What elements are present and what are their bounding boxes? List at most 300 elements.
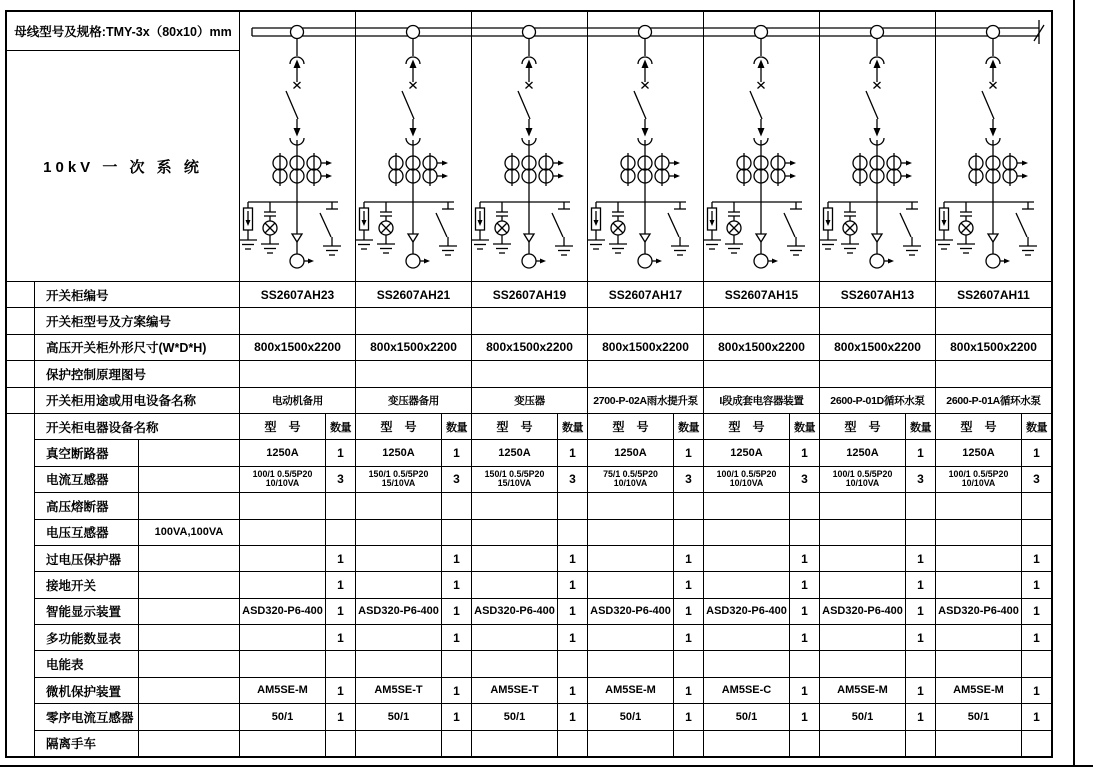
live-indicator-icon xyxy=(493,202,511,253)
info-value xyxy=(472,361,587,386)
device-qty: 1 xyxy=(442,440,471,465)
device-qty xyxy=(1022,493,1051,518)
info-value: 800x1500x2200 xyxy=(472,335,587,360)
device-qty: 3 xyxy=(558,467,587,492)
device-model xyxy=(356,493,441,518)
device-model xyxy=(936,731,1021,756)
device-model xyxy=(472,467,557,492)
info-value xyxy=(356,308,471,333)
device-qty: 1 xyxy=(1022,704,1051,729)
device-model-line1: 50/1 xyxy=(387,710,410,723)
device-model xyxy=(588,520,673,545)
device-label: 电压互感器 xyxy=(35,520,138,545)
earthing-switch-icon xyxy=(784,202,805,255)
earthing-switch-icon xyxy=(320,202,341,255)
device-model xyxy=(588,440,673,465)
device-model xyxy=(356,704,441,729)
device-spec xyxy=(139,467,239,492)
device-qty: 1 xyxy=(442,572,471,597)
device-model xyxy=(936,572,1021,597)
current-transformer-icon xyxy=(505,153,564,186)
device-model xyxy=(472,599,557,624)
info-value: 800x1500x2200 xyxy=(820,335,935,360)
cable-out-icon xyxy=(870,202,894,268)
info-value: SS2607AH23 xyxy=(240,282,355,307)
device-model-line2: 15/10VA xyxy=(497,478,532,489)
device-model xyxy=(356,651,441,676)
device-model xyxy=(704,625,789,650)
live-indicator-icon xyxy=(377,202,395,253)
info-value xyxy=(240,308,355,333)
device-model xyxy=(356,467,441,492)
branch-line xyxy=(712,186,802,202)
circuit-breaker-icon xyxy=(866,82,881,124)
device-model xyxy=(472,678,557,703)
device-model xyxy=(820,520,905,545)
info-value xyxy=(936,361,1051,386)
device-qty: 3 xyxy=(674,467,703,492)
device-model xyxy=(356,572,441,597)
device-qty: 1 xyxy=(906,625,935,650)
device-model-line1: AM5SE-M xyxy=(837,684,888,697)
info-value xyxy=(704,361,819,386)
device-model xyxy=(356,440,441,465)
live-indicator-icon xyxy=(957,202,975,253)
device-model xyxy=(820,599,905,624)
device-model-line1: 1250A xyxy=(382,446,415,459)
device-model xyxy=(356,546,441,571)
device-model-line1: 50/1 xyxy=(735,710,758,723)
device-model-line1: 150/1 0.5/5P20 xyxy=(368,468,429,479)
device-qty xyxy=(906,493,935,518)
model-header: 型 号 xyxy=(356,414,441,439)
cabinet-schematic xyxy=(820,12,935,281)
device-label: 高压熔断器 xyxy=(35,493,138,518)
device-qty: 1 xyxy=(442,625,471,650)
device-qty: 1 xyxy=(558,704,587,729)
current-transformer-icon xyxy=(737,153,796,186)
device-model xyxy=(588,546,673,571)
info-value: 电动机备用 xyxy=(240,388,355,413)
device-qty: 1 xyxy=(674,572,703,597)
current-transformer-icon xyxy=(273,153,332,186)
device-spec xyxy=(139,704,239,729)
sheet-border-right xyxy=(1073,0,1075,766)
drawout-contact-upper-icon xyxy=(406,39,420,83)
info-value xyxy=(936,308,1051,333)
row-index-cell xyxy=(7,308,34,333)
device-model-line2: 10/10VA xyxy=(265,478,300,489)
device-model-line1: 75/1 0.5/5P20 xyxy=(603,468,658,479)
device-model-line1: AM5SE-T xyxy=(490,684,539,697)
row-label: 开关柜型号及方案编号 xyxy=(35,308,239,333)
device-model xyxy=(472,572,557,597)
device-qty xyxy=(558,731,587,756)
branch-line xyxy=(944,186,1034,202)
cable-out-icon xyxy=(290,202,314,268)
device-model xyxy=(820,467,905,492)
device-model xyxy=(240,440,325,465)
device-qty xyxy=(674,493,703,518)
model-header: 型 号 xyxy=(240,414,325,439)
drawout-contact-upper-icon xyxy=(522,39,536,83)
device-model-line1: ASD320-P6-400 xyxy=(242,605,323,618)
cabinet-schematic-cell-3 xyxy=(472,12,587,281)
device-spec: 100VA,100VA xyxy=(139,520,239,545)
device-model-line1: AM5SE-M xyxy=(257,684,308,697)
info-value xyxy=(588,308,703,333)
device-model xyxy=(472,651,557,676)
left-margin-cell xyxy=(7,414,34,756)
device-qty: 1 xyxy=(1022,625,1051,650)
qty-header: 数量 xyxy=(442,414,471,439)
device-qty: 1 xyxy=(1022,572,1051,597)
cable-out-icon xyxy=(754,202,778,268)
surge-arrester-icon xyxy=(356,202,373,249)
device-model xyxy=(356,678,441,703)
device-model xyxy=(588,704,673,729)
cabinet-schematic xyxy=(588,12,703,281)
surge-arrester-icon xyxy=(240,202,257,249)
current-transformer-icon xyxy=(969,153,1028,186)
device-model-line1: 150/1 0.5/5P20 xyxy=(484,468,545,479)
circuit-breaker-icon xyxy=(518,82,533,124)
qty-header: 数量 xyxy=(558,414,587,439)
surge-arrester-icon xyxy=(936,202,953,249)
device-model xyxy=(588,467,673,492)
device-model-line1: 1250A xyxy=(846,446,879,459)
device-model-line1: AM5SE-T xyxy=(374,684,423,697)
busbar xyxy=(588,26,703,39)
row-label: 开关柜编号 xyxy=(35,282,239,307)
device-qty xyxy=(442,493,471,518)
device-model xyxy=(704,520,789,545)
row-label: 开关柜用途或用电设备名称 xyxy=(35,388,239,413)
device-model xyxy=(820,493,905,518)
device-qty: 1 xyxy=(790,704,819,729)
device-label: 过电压保护器 xyxy=(35,546,138,571)
info-value: 变压器 xyxy=(472,388,587,413)
device-model-line1: AM5SE-C xyxy=(721,684,772,697)
device-qty: 1 xyxy=(674,546,703,571)
device-label: 电能表 xyxy=(35,651,138,676)
device-spec xyxy=(139,599,239,624)
device-qty: 1 xyxy=(326,678,355,703)
device-qty xyxy=(1022,520,1051,545)
device-model-line1: 50/1 xyxy=(851,710,874,723)
cabinet-schematic-cell-4 xyxy=(588,12,703,281)
device-model xyxy=(588,731,673,756)
device-label: 电流互感器 xyxy=(35,467,138,492)
earthing-switch-icon xyxy=(900,202,921,255)
info-value: 变压器备用 xyxy=(356,388,471,413)
device-spec xyxy=(139,493,239,518)
cable-out-icon xyxy=(522,202,546,268)
device-model-line1: ASD320-P6-400 xyxy=(358,605,439,618)
device-model xyxy=(240,651,325,676)
device-qty: 1 xyxy=(674,678,703,703)
device-model-line1: 50/1 xyxy=(503,710,526,723)
device-model xyxy=(240,704,325,729)
cabinet-schematic-cell-2 xyxy=(356,12,471,281)
device-model xyxy=(240,678,325,703)
qty-header: 数量 xyxy=(790,414,819,439)
device-model-line2: 10/10VA xyxy=(845,478,880,489)
device-qty xyxy=(326,493,355,518)
device-model-line1: 1250A xyxy=(614,446,647,459)
device-model xyxy=(704,493,789,518)
device-qty: 1 xyxy=(906,572,935,597)
device-model xyxy=(704,704,789,729)
device-qty xyxy=(558,520,587,545)
cabinet-schematic xyxy=(472,12,587,281)
cabinet-schematic-cell-7 xyxy=(936,12,1051,281)
device-model xyxy=(356,731,441,756)
device-model-line1: 100/1 0.5/5P20 xyxy=(832,468,893,479)
drawout-contact-upper-icon xyxy=(290,39,304,83)
row-index-cell xyxy=(7,388,34,413)
busbar-spec-cell: 母线型号及规格:TMY-3x（80x10）mm xyxy=(7,12,239,50)
info-value xyxy=(588,361,703,386)
current-transformer-icon xyxy=(853,153,912,186)
surge-arrester-icon xyxy=(704,202,721,249)
live-indicator-icon xyxy=(609,202,627,253)
device-qty: 1 xyxy=(906,440,935,465)
device-model-line1: 1250A xyxy=(730,446,763,459)
device-qty xyxy=(442,520,471,545)
device-model-line1: 1250A xyxy=(266,446,299,459)
device-model xyxy=(704,440,789,465)
device-label: 零序电流互感器 xyxy=(35,704,138,729)
model-header: 型 号 xyxy=(936,414,1021,439)
live-indicator-icon xyxy=(261,202,279,253)
device-label: 接地开关 xyxy=(35,572,138,597)
device-qty: 3 xyxy=(790,467,819,492)
device-model-line1: ASD320-P6-400 xyxy=(938,605,1019,618)
branch-line xyxy=(596,186,686,202)
drawout-contact-lower-icon xyxy=(522,124,536,154)
device-model-line2: 10/10VA xyxy=(729,478,764,489)
device-label: 多功能数显表 xyxy=(35,625,138,650)
device-qty: 1 xyxy=(558,440,587,465)
info-value: I段成套电容器装置 xyxy=(704,388,819,413)
device-model xyxy=(704,651,789,676)
row-index-cell xyxy=(7,335,34,360)
device-qty xyxy=(558,651,587,676)
device-model xyxy=(704,731,789,756)
model-header: 型 号 xyxy=(820,414,905,439)
device-label: 真空断路器 xyxy=(35,440,138,465)
device-qty xyxy=(674,520,703,545)
device-model xyxy=(704,546,789,571)
device-model xyxy=(936,546,1021,571)
info-value: SS2607AH19 xyxy=(472,282,587,307)
device-qty: 1 xyxy=(442,599,471,624)
device-model xyxy=(704,572,789,597)
live-indicator-icon xyxy=(725,202,743,253)
device-qty: 1 xyxy=(790,678,819,703)
device-qty: 1 xyxy=(326,599,355,624)
cabinet-schematic-cell-1 xyxy=(240,12,355,281)
earthing-switch-icon xyxy=(1016,202,1037,255)
branch-line xyxy=(364,186,454,202)
cabinet-schematic xyxy=(936,12,1051,281)
device-qty xyxy=(674,651,703,676)
busbar xyxy=(704,26,819,39)
earthing-switch-icon xyxy=(552,202,573,255)
device-qty xyxy=(558,493,587,518)
device-model xyxy=(936,467,1021,492)
model-header: 型 号 xyxy=(472,414,557,439)
drawout-contact-upper-icon xyxy=(638,39,652,83)
drawout-contact-lower-icon xyxy=(406,124,420,154)
branch-line xyxy=(248,186,338,202)
cable-out-icon xyxy=(986,202,1010,268)
device-label: 隔离手车 xyxy=(35,731,138,756)
device-qty: 1 xyxy=(674,704,703,729)
earthing-switch-icon xyxy=(436,202,457,255)
device-qty: 1 xyxy=(674,440,703,465)
device-model xyxy=(240,467,325,492)
device-spec xyxy=(139,625,239,650)
device-model-line1: AM5SE-M xyxy=(953,684,1004,697)
device-qty xyxy=(906,731,935,756)
device-model xyxy=(472,731,557,756)
model-header: 型 号 xyxy=(704,414,789,439)
busbar xyxy=(356,26,471,39)
device-model xyxy=(588,651,673,676)
info-value xyxy=(820,361,935,386)
busbar xyxy=(472,26,587,39)
device-model xyxy=(588,678,673,703)
device-qty: 1 xyxy=(558,599,587,624)
circuit-breaker-icon xyxy=(402,82,417,124)
system-title-cell: 10kV 一 次 系 统 xyxy=(7,51,239,281)
device-qty xyxy=(906,520,935,545)
device-model xyxy=(820,625,905,650)
device-model xyxy=(820,440,905,465)
device-qty: 1 xyxy=(442,678,471,703)
device-spec xyxy=(139,651,239,676)
device-model xyxy=(472,546,557,571)
device-qty: 1 xyxy=(1022,599,1051,624)
drawout-contact-lower-icon xyxy=(870,124,884,154)
cabinet-schematic xyxy=(240,12,355,281)
switchgear-table xyxy=(5,10,1053,758)
cabinet-schematic-cell-6 xyxy=(820,12,935,281)
drawout-contact-lower-icon xyxy=(986,124,1000,154)
device-qty xyxy=(442,731,471,756)
info-value xyxy=(240,361,355,386)
device-model xyxy=(472,704,557,729)
drawout-contact-upper-icon xyxy=(754,39,768,83)
row-label: 保护控制原理图号 xyxy=(35,361,239,386)
device-model xyxy=(356,625,441,650)
device-model xyxy=(704,467,789,492)
device-model xyxy=(936,651,1021,676)
earthing-switch-icon xyxy=(668,202,689,255)
sheet-border-bottom xyxy=(0,765,1093,767)
cable-out-icon xyxy=(638,202,662,268)
info-value: SS2607AH15 xyxy=(704,282,819,307)
device-model xyxy=(936,599,1021,624)
device-qty: 3 xyxy=(906,467,935,492)
device-qty xyxy=(1022,731,1051,756)
device-qty: 1 xyxy=(674,625,703,650)
device-model xyxy=(588,572,673,597)
device-qty: 3 xyxy=(1022,467,1051,492)
device-model xyxy=(240,546,325,571)
device-model xyxy=(820,572,905,597)
device-model xyxy=(704,599,789,624)
device-model xyxy=(936,704,1021,729)
device-model-line1: ASD320-P6-400 xyxy=(590,605,671,618)
branch-line xyxy=(828,186,918,202)
info-value: 2600-P-01D循环水泵 xyxy=(820,388,935,413)
device-model xyxy=(240,493,325,518)
device-model xyxy=(240,572,325,597)
drawout-contact-lower-icon xyxy=(638,124,652,154)
device-model xyxy=(472,520,557,545)
device-model xyxy=(240,625,325,650)
info-value: 800x1500x2200 xyxy=(936,335,1051,360)
circuit-breaker-icon xyxy=(982,82,997,124)
device-qty xyxy=(326,731,355,756)
device-model xyxy=(936,493,1021,518)
info-value: 800x1500x2200 xyxy=(588,335,703,360)
device-spec xyxy=(139,731,239,756)
device-model-line2: 15/10VA xyxy=(381,478,416,489)
device-model xyxy=(936,678,1021,703)
busbar xyxy=(936,20,1044,44)
device-qty: 1 xyxy=(326,704,355,729)
info-value: 800x1500x2200 xyxy=(704,335,819,360)
device-model xyxy=(588,625,673,650)
device-spec xyxy=(139,678,239,703)
drawout-contact-upper-icon xyxy=(870,39,884,83)
info-value: 2600-P-01A循环水泵 xyxy=(936,388,1051,413)
device-qty: 1 xyxy=(1022,546,1051,571)
device-model xyxy=(472,493,557,518)
info-value: SS2607AH11 xyxy=(936,282,1051,307)
device-qty: 1 xyxy=(906,546,935,571)
device-model-line1: ASD320-P6-400 xyxy=(706,605,787,618)
device-qty xyxy=(442,651,471,676)
device-qty: 1 xyxy=(558,678,587,703)
device-spec xyxy=(139,572,239,597)
device-model-line1: 1250A xyxy=(962,446,995,459)
qty-header: 数量 xyxy=(1022,414,1051,439)
qty-header: 数量 xyxy=(906,414,935,439)
cabinet-schematic-cell-5 xyxy=(704,12,819,281)
device-model xyxy=(240,731,325,756)
device-model xyxy=(704,678,789,703)
live-indicator-icon xyxy=(841,202,859,253)
device-qty: 1 xyxy=(1022,678,1051,703)
surge-arrester-icon xyxy=(820,202,837,249)
device-qty: 1 xyxy=(906,704,935,729)
device-qty xyxy=(790,493,819,518)
device-qty xyxy=(326,520,355,545)
device-model-line1: 100/1 0.5/5P20 xyxy=(948,468,1009,479)
device-qty xyxy=(790,520,819,545)
device-qty: 1 xyxy=(558,546,587,571)
current-transformer-icon xyxy=(621,153,680,186)
device-model xyxy=(820,704,905,729)
device-qty: 1 xyxy=(906,599,935,624)
device-model-line1: AM5SE-M xyxy=(605,684,656,697)
qty-header: 数量 xyxy=(326,414,355,439)
